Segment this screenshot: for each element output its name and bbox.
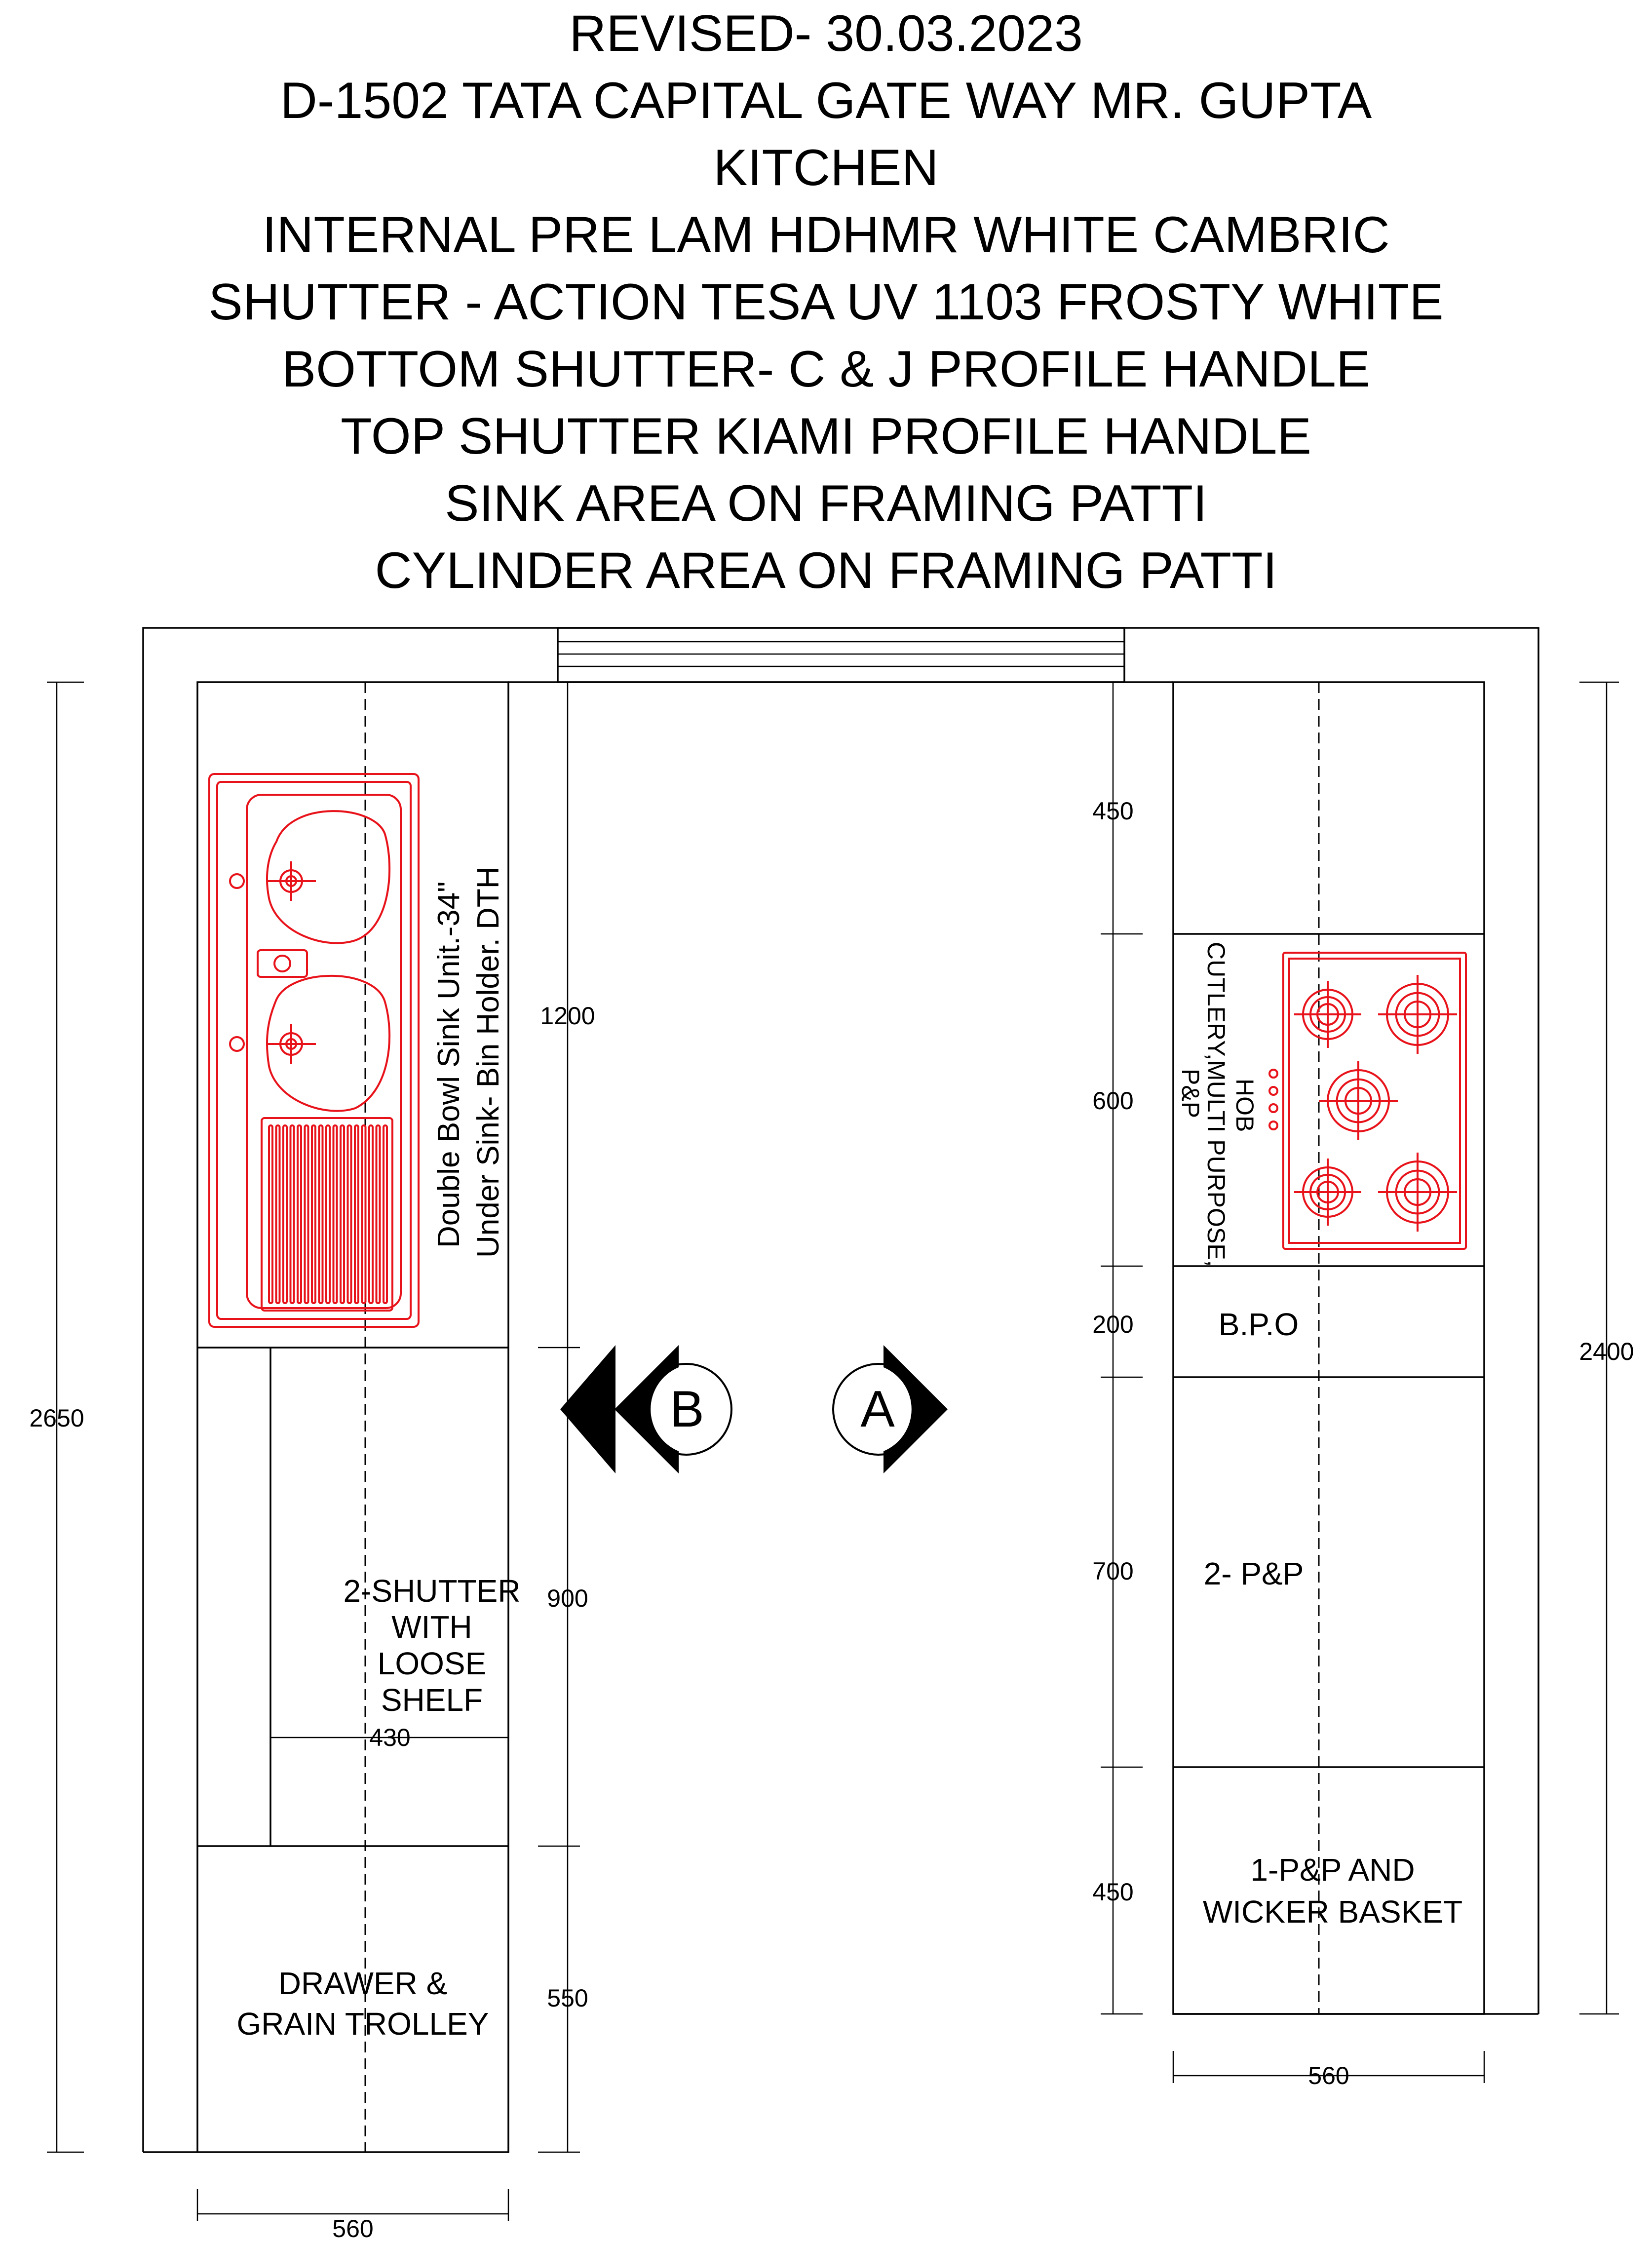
window-opening bbox=[508, 628, 1173, 682]
burner-icon bbox=[1378, 1153, 1457, 1232]
drain-groove bbox=[298, 1125, 301, 1303]
hob-label: HOB bbox=[1231, 1079, 1259, 1132]
dim-550: 550 bbox=[547, 1984, 588, 2012]
basket-label-2: WICKER BASKET bbox=[1202, 1894, 1463, 1930]
drawer-section-label bbox=[237, 1966, 489, 2042]
dim-560-left: 560 bbox=[332, 2215, 374, 2241]
drain-groove bbox=[334, 1125, 337, 1303]
drawer-label-1: DRAWER & bbox=[278, 1966, 448, 2001]
shutter-label-2: WITH bbox=[391, 1609, 472, 1645]
title-internal: INTERNAL PRE LAM HDHMR WHITE CAMBRIC bbox=[262, 206, 1390, 264]
right-width-dimension bbox=[1173, 2051, 1484, 2089]
drain-groove bbox=[326, 1125, 330, 1303]
burner-icon bbox=[1319, 1061, 1398, 1140]
view-b-letter: B bbox=[670, 1381, 704, 1438]
right-overall-dimension bbox=[1579, 682, 1634, 2014]
left-overall-dimension bbox=[29, 682, 84, 2152]
shutter-section-label bbox=[343, 1573, 520, 1718]
burner-icon bbox=[1378, 975, 1457, 1054]
title-top-shutter: TOP SHUTTER KIAMI PROFILE HANDLE bbox=[341, 408, 1311, 465]
drain-groove bbox=[341, 1125, 344, 1303]
drain-groove bbox=[369, 1125, 373, 1303]
burner-icon bbox=[1294, 1159, 1361, 1226]
drain-groove bbox=[362, 1125, 366, 1303]
title-revision: REVISED- 30.03.2023 bbox=[569, 5, 1083, 62]
hob-icon bbox=[1269, 953, 1466, 1249]
dim-560-right: 560 bbox=[1308, 2062, 1349, 2089]
drain-groove bbox=[319, 1125, 323, 1303]
drawer-label-2: GRAIN TROLLEY bbox=[236, 2006, 489, 2042]
dim-1200: 1200 bbox=[540, 1002, 595, 1030]
drain-groove bbox=[276, 1125, 280, 1303]
drain-groove bbox=[312, 1125, 315, 1303]
dim-450-bottom: 450 bbox=[1092, 1878, 1134, 1906]
title-cylinder-area: CYLINDER AREA ON FRAMING PATTI bbox=[375, 542, 1277, 599]
hob-cutlery-label: CUTLERY,MULTI PURPOSE, bbox=[1202, 942, 1230, 1267]
drain-groove bbox=[348, 1125, 351, 1303]
title-sink-area: SINK AREA ON FRAMING PATTI bbox=[445, 475, 1207, 532]
dim-700: 700 bbox=[1092, 1557, 1134, 1585]
drain-groove bbox=[291, 1125, 294, 1303]
dim-2400: 2400 bbox=[1579, 1338, 1634, 1365]
dim-2650: 2650 bbox=[29, 1404, 84, 1432]
dim-900: 900 bbox=[547, 1584, 588, 1612]
view-a-letter: A bbox=[860, 1381, 895, 1438]
burner-icon bbox=[1294, 981, 1361, 1048]
dim-200: 200 bbox=[1092, 1311, 1134, 1338]
dim-430: 430 bbox=[369, 1724, 411, 1751]
title-shutter: SHUTTER - ACTION TESA UV 1103 FROSTY WHITE bbox=[208, 273, 1444, 331]
right-section-dimensions bbox=[1092, 682, 1143, 2014]
shutter-label-1: 2-SHUTTER bbox=[343, 1573, 521, 1609]
drain-groove bbox=[355, 1125, 358, 1303]
drain-groove bbox=[305, 1125, 308, 1303]
basket-label-1: 1-P&P AND bbox=[1250, 1852, 1415, 1888]
hob-pp-label: P&P bbox=[1177, 1069, 1204, 1119]
drain-groove bbox=[384, 1125, 387, 1303]
drain-groove bbox=[283, 1125, 287, 1303]
title-bottom-shutter: BOTTOM SHUTTER- C & J PROFILE HANDLE bbox=[281, 341, 1371, 398]
dim-600: 600 bbox=[1092, 1087, 1134, 1115]
dim-450-top: 450 bbox=[1092, 797, 1134, 825]
inner-width-dimension bbox=[270, 1724, 508, 1751]
pp-label: 2- P&P bbox=[1203, 1556, 1304, 1591]
view-marker-b bbox=[560, 1345, 731, 1473]
title-project: D-1502 TATA CAPITAL GATE WAY MR. GUPTA bbox=[280, 72, 1372, 129]
drain-groove bbox=[269, 1125, 272, 1303]
bpo-label: B.P.O bbox=[1218, 1307, 1299, 1342]
title-room: KITCHEN bbox=[713, 139, 939, 196]
right-counter bbox=[1173, 682, 1484, 2014]
view-marker-a bbox=[833, 1345, 948, 1473]
drain-groove bbox=[377, 1125, 380, 1303]
sink-label-line1: Double Bowl Sink Unit.-34" bbox=[432, 881, 466, 1248]
left-width-dimension bbox=[197, 2189, 508, 2241]
sink-icon bbox=[209, 774, 419, 1327]
shutter-label-4: SHELF bbox=[381, 1682, 483, 1718]
sink-label-line2: Under Sink- Bin Holder. DTH bbox=[471, 866, 505, 1258]
shutter-label-3: LOOSE bbox=[377, 1646, 487, 1681]
